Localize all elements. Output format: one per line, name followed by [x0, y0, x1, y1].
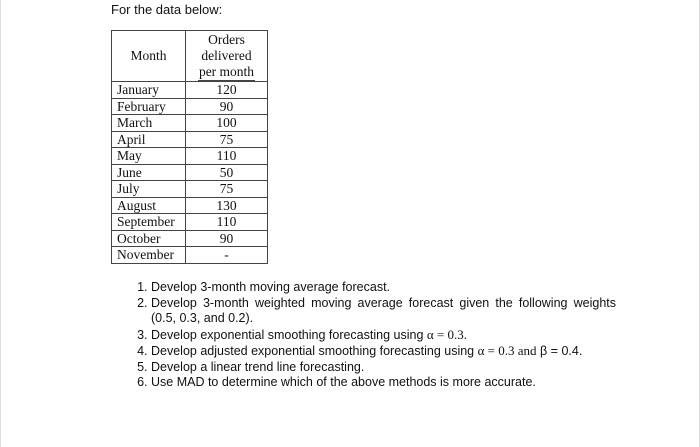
month-cell: August — [112, 197, 186, 214]
table-row — [112, 98, 268, 115]
table-header-row — [112, 31, 268, 82]
task-text: Develop a linear trend line forecasting. — [151, 359, 365, 374]
task-list — [131, 280, 616, 391]
orders-cell: 90 — [186, 98, 268, 115]
month-cell: November — [112, 247, 186, 264]
task-text: Use MAD to determine which of the above methods is more accurate. — [151, 375, 536, 389]
header-orders-line1: Orders — [208, 31, 245, 47]
table-row — [112, 164, 268, 181]
task-math: α = 0.3 and — [477, 343, 537, 358]
task-math: α = 0.3. — [426, 326, 468, 342]
header-orders-line3: per month — [198, 63, 255, 79]
task-text: Develop adjusted exponential smoothing forecasting using — [151, 344, 478, 358]
orders-cell: 110 — [186, 148, 268, 165]
month-cell: April — [112, 131, 186, 148]
table-row — [112, 148, 268, 165]
task-item-6 — [151, 375, 616, 391]
task-item-5 — [151, 360, 616, 376]
task-item-3 — [151, 327, 616, 344]
task-text: Develop 3-month weighted moving average forecast given the following weights (0.5, 0.3, and 0.2). — [151, 295, 616, 325]
orders-cell: - — [186, 247, 268, 264]
table-row — [112, 230, 268, 247]
header-orders — [186, 31, 268, 82]
orders-cell: 120 — [186, 82, 268, 99]
table-row — [112, 131, 268, 148]
orders-cell: 110 — [186, 214, 268, 231]
month-cell: March — [112, 115, 186, 132]
orders-cell: 100 — [186, 115, 268, 132]
orders-cell: 50 — [186, 164, 268, 181]
header-orders-line2: delivered — [201, 47, 252, 63]
orders-table — [111, 30, 268, 264]
month-cell: February — [112, 98, 186, 115]
month-cell: September — [112, 214, 186, 231]
orders-cell: 90 — [186, 230, 268, 247]
header-month: Month — [112, 31, 186, 82]
task-text-end: β = 0.4. — [536, 344, 583, 358]
orders-cell: 75 — [186, 131, 268, 148]
month-cell: January — [112, 82, 186, 99]
table-row — [112, 197, 268, 214]
task-item-4 — [151, 343, 616, 360]
month-cell: July — [112, 181, 186, 198]
table-row — [112, 115, 268, 132]
table-row — [112, 82, 268, 99]
month-cell: May — [112, 148, 186, 165]
month-cell: June — [112, 164, 186, 181]
orders-cell: 130 — [186, 197, 268, 214]
task-item-1 — [151, 280, 616, 296]
task-text: Develop 3-month moving average forecast. — [151, 280, 391, 294]
table-row — [112, 181, 268, 198]
task-text: Develop exponential smoothing forecasting using — [151, 327, 427, 342]
orders-cell: 75 — [186, 181, 268, 198]
task-item-2 — [151, 296, 616, 327]
table-row — [112, 247, 268, 264]
month-cell: October — [112, 230, 186, 247]
intro-text: For the data below: — [111, 2, 223, 17]
table-row — [112, 214, 268, 231]
